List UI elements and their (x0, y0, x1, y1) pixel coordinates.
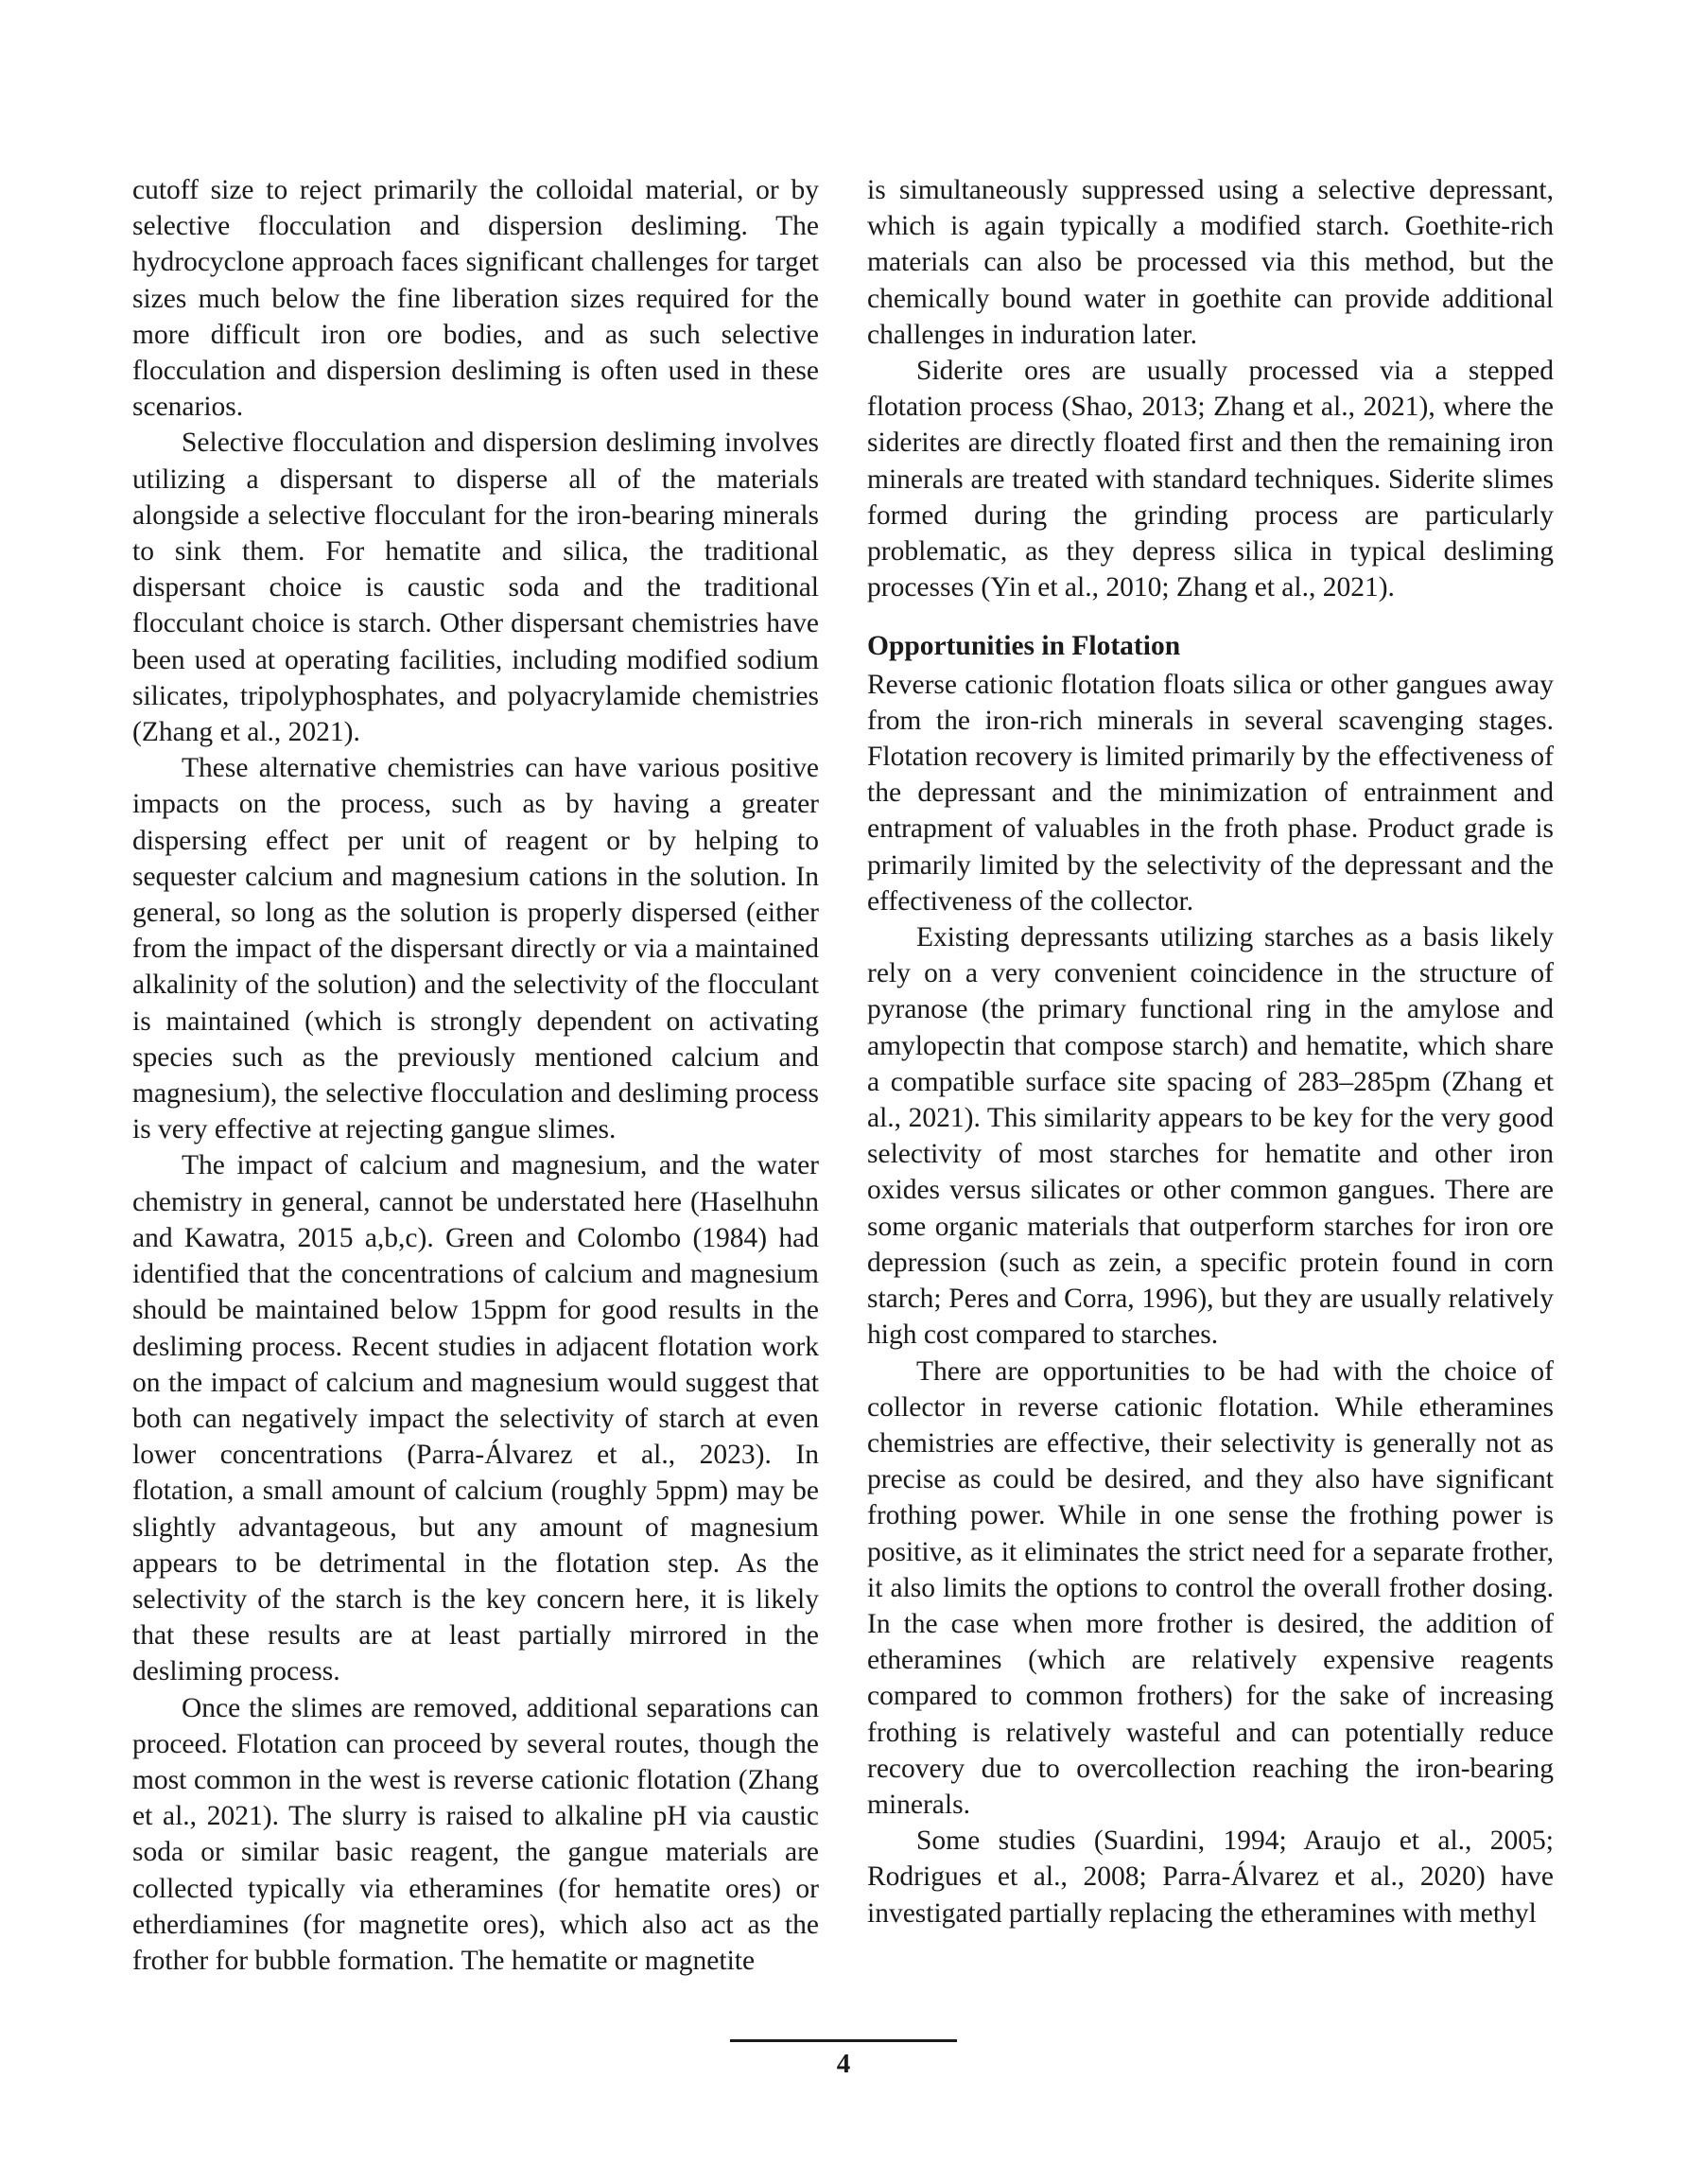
body-paragraph: cutoff size to reject primarily the colloidal material, or by selective flocculation and dispersion desliming. The hydrocyclone approach faces significant challenges for target sizes much below the fine liberation sizes required for the more difficult iron ore bodies, and as such selective flocculation and dispersion desliming is often used in these scenarios. (132, 175, 819, 423)
body-paragraph: Selective flocculation and dispersion desliming involves utilizing a dispersant to disperse all of the materials alongside a selective flocculant for the iron-bearing minerals to sink them. For hematite and silica, the traditional dispersant choice is caustic soda and the traditional flocculant choice is starch. Other dispersant chemistries have been used at operating facilities, including modified sodium silicates, tripolyphosphates, and polyacrylamide chemistries (Zhang et al., 2021). (132, 428, 819, 748)
body-paragraph: is simultaneously suppressed using a selective depressant, which is again typically a modified starch. Goethite-rich materials can also be processed via this method, but the chemically bound water in goethite can provide additional challenges in induration later. (867, 175, 1554, 350)
body-paragraph: The impact of calcium and magnesium, and the water chemistry in general, cannot be understated here (Haselhuhn and Kawatra, 2015 a,b,c). Green and Colombo (1984) had identified that the concentrations of calcium and magnesium should be maintained below 15ppm for good results in the desliming process. Recent studies in adjacent flotation work on the impact of calcium and magnesium would suggest that both can negatively impact the selectivity of starch at even lower concentrations (Parra-Álvarez et al., 2023). In flotation, a small amount of calcium (roughly 5ppm) may be slightly advantageous, but any amount of magnesium appears to be detrimental in the flotation step. As the selectivity of the starch is the key concern here, it is likely that these results are at least partially mirrored in the desliming process. (132, 1150, 819, 1687)
body-paragraph: These alternative chemistries can have various positive impacts on the process, such as by having a greater dispersing effect per unit of reagent or by helping to sequester calcium and magnesium cations in the solution. In general, so long as the solution is properly dispersed (either from the impact of the dispersant directly or via a maintained alkalinity of the solution) and the selectivity of the flocculant is maintained (which is strongly dependent on activating species such as the previously mentioned calcium and magnesium), the selective flocculation and desliming process is very effective at rejecting gangue slimes. (132, 753, 819, 1145)
footer-rule (730, 2039, 957, 2042)
page-number: 4 (836, 2049, 851, 2079)
body-paragraph: Some studies (Suardini, 1994; Araujo et al., 2005; Rodrigues et al., 2008; Parra-Álvarez et al., 2020) have investigated partially replacing the etheramines with methyl (867, 1826, 1554, 1929)
section-heading: Opportunities in Flotation (867, 631, 1181, 662)
left-column (132, 172, 819, 1979)
body-paragraph: Reverse cationic flotation floats silica or other gangues away from the iron-rich minerals in several scavenging stages. Flotation recovery is limited primarily by the effectiveness of the depressant and the minimization of entrainment and entrapment of valuables in the froth phase. Product grade is primarily limited by the selectivity of the depressant and the effectiveness of the collector. (867, 669, 1554, 917)
right-column (867, 172, 1554, 1931)
body-paragraph: Existing depressants utilizing starches as a basis likely rely on a very convenient coincidence in the structure of pyranose (the primary functional ring in the amylose and amylopectin that compose starch) and hematite, which share a compatible surface site spacing of 283–285pm (Zhang et al., 2021). This similarity appears to be key for the very good selectivity of most starches for hematite and other iron oxides versus silicates or other common gangues. There are some organic materials that outperform starches for iron ore depression (such as zein, a specific protein found in corn starch; Peres and Corra, 1996), but they are usually relatively high cost compared to starches. (867, 922, 1554, 1351)
body-paragraph: Siderite ores are usually processed via a stepped flotation process (Shao, 2013; Zhang et al., 2021), where the siderites are directly floated first and then the remaining iron minerals are treated with standard techniques. Siderite slimes formed during the grinding process are particularly problematic, as they depress silica in typical desliming processes (Yin et al., 2010; Zhang et al., 2021). (867, 356, 1554, 603)
body-paragraph: There are opportunities to be had with the choice of collector in reverse cationic flotation. While etheramines chemistries are effective, their selectivity is generally not as precise as could be desired, and they also have significant frothing power. While in one sense the frothing power is positive, as it eliminates the strict need for a separate frother, it also limits the options to control the overall frother dosing. In the case when more frother is desired, the addition of etheramines (which are relatively expensive reagents compared to common frothers) for the sake of increasing frothing is relatively wasteful and can potentially reduce recovery due to overcollection reaching the iron-bearing minerals. (867, 1355, 1554, 1820)
body-paragraph: Once the slimes are removed, additional separations can proceed. Flotation can proceed by several routes, though the most common in the west is reverse cationic flotation (Zhang et al., 2021). The slurry is raised to alkaline pH via caustic soda or similar basic reagent, the gangue materials are collected typically via etheramines (for hematite ores) or etherdiamines (for magnetite ores), which also act as the frother for bubble formation. The hematite or magnetite (132, 1692, 819, 1976)
